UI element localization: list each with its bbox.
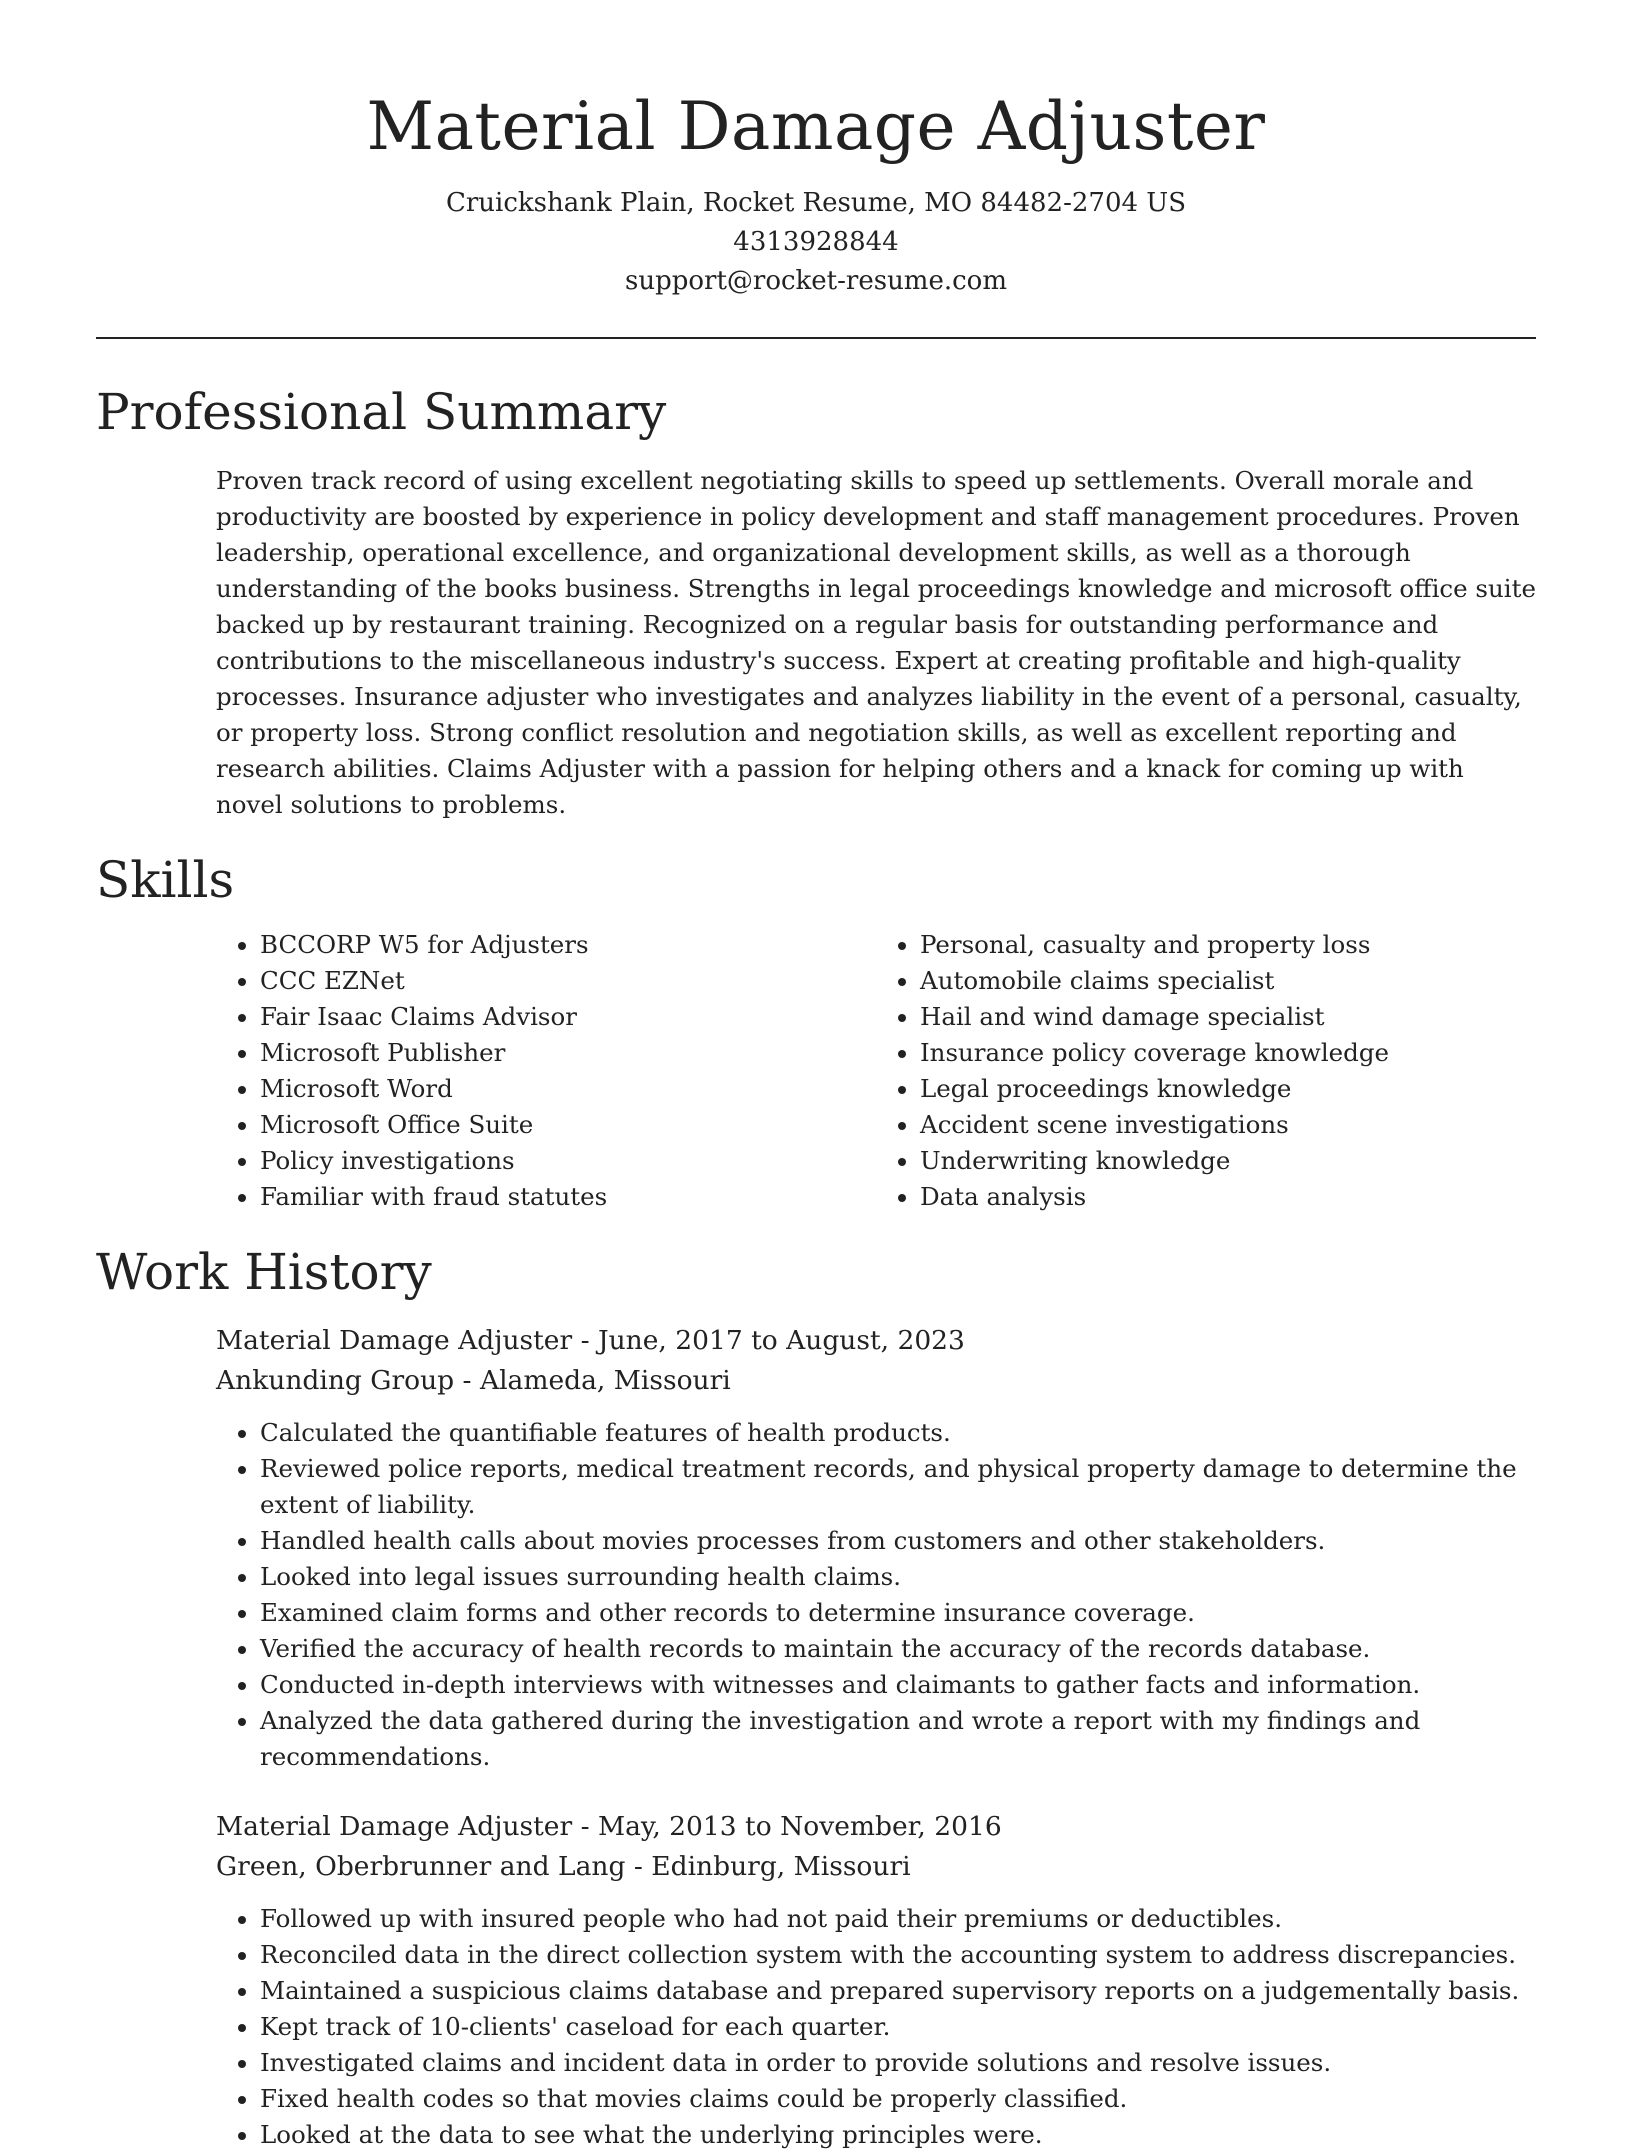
job-bullet: • Reviewed police reports, medical treatment records, and physical property damage to determine the extent of liability. — [260, 1451, 1536, 1523]
candidate-name: Material Damage Adjuster — [366, 88, 1266, 165]
skill-item: • Hail and wind damage specialist — [920, 999, 1536, 1035]
skill-item: • Personal, casualty and property loss — [920, 927, 1536, 963]
job-position: Material Damage Adjuster — [216, 1325, 573, 1356]
separator: - — [625, 1851, 652, 1882]
job-bullet: • Maintained a suspicious claims database and prepared supervisory reports on a judgementally basis. — [260, 1973, 1536, 2009]
skill-item: • Underwriting knowledge — [920, 1143, 1536, 1179]
job-company: Green, Oberbrunner and Lang — [216, 1851, 626, 1882]
contact-info — [96, 184, 1536, 301]
work-history-heading: Work History — [96, 1243, 432, 1301]
separator: - — [572, 1811, 598, 1842]
skill-item: • BCCORP W5 for Adjusters — [260, 927, 876, 963]
job-bullet: • Fixed health codes so that movies claims could be properly classified. — [260, 2081, 1536, 2117]
skill-item: • Automobile claims specialist — [920, 963, 1536, 999]
resume-page — [96, 0, 1536, 2153]
skill-item: • Microsoft Word — [260, 1071, 876, 1107]
job-bullet: • Handled health calls about movies processes from customers and other stakeholders. — [260, 1523, 1536, 1559]
job-bullet: • Looked at the data to see what the underlying principles were. — [260, 2117, 1536, 2153]
job-company-line — [216, 1847, 1536, 1887]
summary-text: Proven track record of using excellent negotiating skills to speed up settlements. Overall morale and productivity are boosted by experience in policy development and staff management procedures. Proven leadership, operational excellence, and organizational development skills, as well as a thorough understanding of the books business. Strengths in legal proceedings knowledge and microsoft office suite backed up by restaurant training. Recognized on a regular basis for outstanding performance and contributions to the miscellaneous industry's success. Expert at creating profitable and high-quality processes. Insurance adjuster who investigates and analyzes liability in the event of a personal, casualty, or property loss. Strong conflict resolution and negotiation skills, as well as excellent reporting and research abilities. Claims Adjuster with a passion for helping others and a knack for coming up with novel solutions to problems. — [216, 466, 1536, 819]
job-bullet: • Conducted in-depth interviews with witnesses and claimants to gather facts and information. — [260, 1667, 1536, 1703]
skill-item: • CCC EZNet — [260, 963, 876, 999]
job-bullet: • Verified the accuracy of health records to maintain the accuracy of the records database. — [260, 1631, 1536, 1667]
contact-phone: 4313928844 — [733, 227, 899, 257]
skills-column-right — [876, 927, 1536, 1215]
contact-address: Cruickshank Plain, Rocket Resume, MO 84482-2704 US — [445, 188, 1187, 218]
job-title-line — [216, 1807, 1536, 1847]
skill-item: • Insurance policy coverage knowledge — [920, 1035, 1536, 1071]
separator: - — [454, 1365, 480, 1396]
job-bullet: • Kept track of 10-clients' caseload for each quarter. — [260, 2009, 1536, 2045]
skill-item: • Data analysis — [920, 1179, 1536, 1215]
job-title-line — [216, 1321, 1536, 1361]
resume-header — [96, 0, 1536, 301]
job-bullet: • Reconciled data in the direct collection system with the accounting system to address discrepancies. — [260, 1937, 1536, 1973]
job-bullet: • Looked into legal issues surrounding health claims. — [260, 1559, 1536, 1595]
job-dates: May, 2013 to November, 2016 — [597, 1811, 1002, 1842]
skill-item: • Legal proceedings knowledge — [920, 1071, 1536, 1107]
skill-item: • Policy investigations — [260, 1143, 876, 1179]
summary-heading: Professional Summary — [96, 383, 667, 441]
job-bullet: • Analyzed the data gathered during the investigation and wrote a report with my findings and recommendations. — [260, 1703, 1536, 1775]
contact-email[interactable]: support@rocket-resume.com — [624, 266, 1007, 296]
job-bullets — [216, 1901, 1536, 2153]
job-bullet: • Investigated claims and incident data in order to provide solutions and resolve issues. — [260, 2045, 1536, 2081]
job-location: Edinburg, Missouri — [651, 1851, 911, 1882]
skill-item: • Familiar with fraud statutes — [260, 1179, 876, 1215]
job-bullets — [216, 1415, 1536, 1775]
skills-column-left — [216, 927, 876, 1215]
separator: - — [572, 1325, 598, 1356]
skills-heading: Skills — [96, 851, 235, 909]
job-bullet: • Examined claim forms and other records to determine insurance coverage. — [260, 1595, 1536, 1631]
skill-item: • Accident scene investigations — [920, 1107, 1536, 1143]
skill-item: • Microsoft Office Suite — [260, 1107, 876, 1143]
job-company: Ankunding Group — [216, 1365, 455, 1396]
job-bullet: • Calculated the quantifiable features of health products. — [260, 1415, 1536, 1451]
skills-grid — [216, 927, 1536, 1215]
job-position: Material Damage Adjuster — [216, 1811, 573, 1842]
job-entry — [216, 1321, 1536, 1775]
job-dates: June, 2017 to August, 2023 — [597, 1325, 965, 1356]
job-location: Alameda, Missouri — [479, 1365, 731, 1396]
skill-item: • Fair Isaac Claims Advisor — [260, 999, 876, 1035]
skill-item: • Microsoft Publisher — [260, 1035, 876, 1071]
header-divider — [96, 337, 1536, 339]
job-company-line — [216, 1361, 1536, 1401]
job-bullet: • Followed up with insured people who had not paid their premiums or deductibles. — [260, 1901, 1536, 1937]
job-entry — [216, 1807, 1536, 2153]
